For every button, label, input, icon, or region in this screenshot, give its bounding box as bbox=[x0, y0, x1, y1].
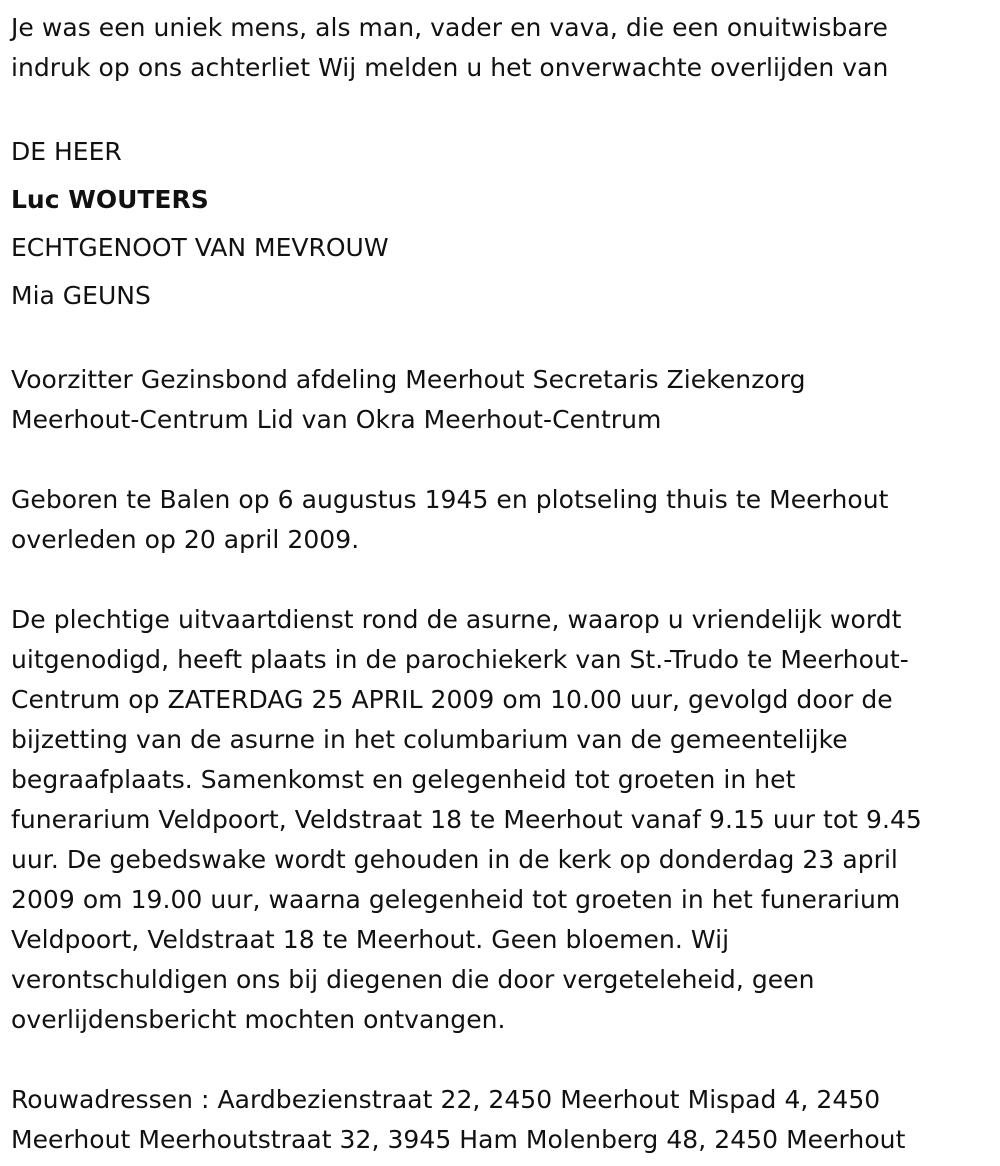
obituary-document bbox=[11, 8, 991, 1160]
spouse-name: Mia GEUNS bbox=[11, 281, 151, 310]
birth-death-paragraph: Geboren te Balen op 6 augustus 1945 en plotseling thuis te Meerhout overleden op 20 april 2009. bbox=[11, 485, 889, 554]
relation-line: ECHTGENOOT VAN MEVROUW bbox=[11, 233, 389, 262]
intro-paragraph: Je was een uniek mens, als man, vader en vava, die een onuitwisbare indruk op ons achterliet Wij melden u het onverwachte overlijden van bbox=[11, 13, 889, 82]
addresses-paragraph: Rouwadressen : Aardbezienstraat 22, 2450 Meerhout Mispad 4, 2450 Meerhout Meerhoutstraat 32, 3945 Ham Molenberg 48, 2450 Meerhout bbox=[11, 1085, 906, 1154]
deceased-name: Luc WOUTERS bbox=[11, 185, 209, 214]
funeral-paragraph: De plechtige uitvaartdienst rond de asurne, waarop u vriendelijk wordt uitgenodigd, heeft plaats in de parochiekerk van St.-Trudo te Meerhout- Centrum op ZATERDAG 25 APRIL 2009 om 10.00 uur, gevolgd door de bijzetting van de asurne in het columbarium van de gemeentelijke begraafplaats. Samenkomst en gelegenheid tot groeten in het funerarium Veldpoort, Veldstraat 18 te Meerhout vanaf 9.15 uur tot 9.45 uur. De gebedswake wordt gehouden in de kerk op donderdag 23 april 2009 om 19.00 uur, waarna gelegenheid tot groeten in het funerarium Veldpoort, Veldstraat 18 te Meerhout. Geen bloemen. Wij verontschuldigen ons bij diegenen die door vergeteleheid, geen overlijdensbericht mochten ontvangen. bbox=[11, 605, 922, 1034]
honorific: DE HEER bbox=[11, 137, 122, 166]
deceased-heading bbox=[11, 128, 991, 320]
roles-paragraph: Voorzitter Gezinsbond afdeling Meerhout Secretaris Ziekenzorg Meerhout-Centrum Lid van Okra Meerhout-Centrum bbox=[11, 365, 806, 434]
